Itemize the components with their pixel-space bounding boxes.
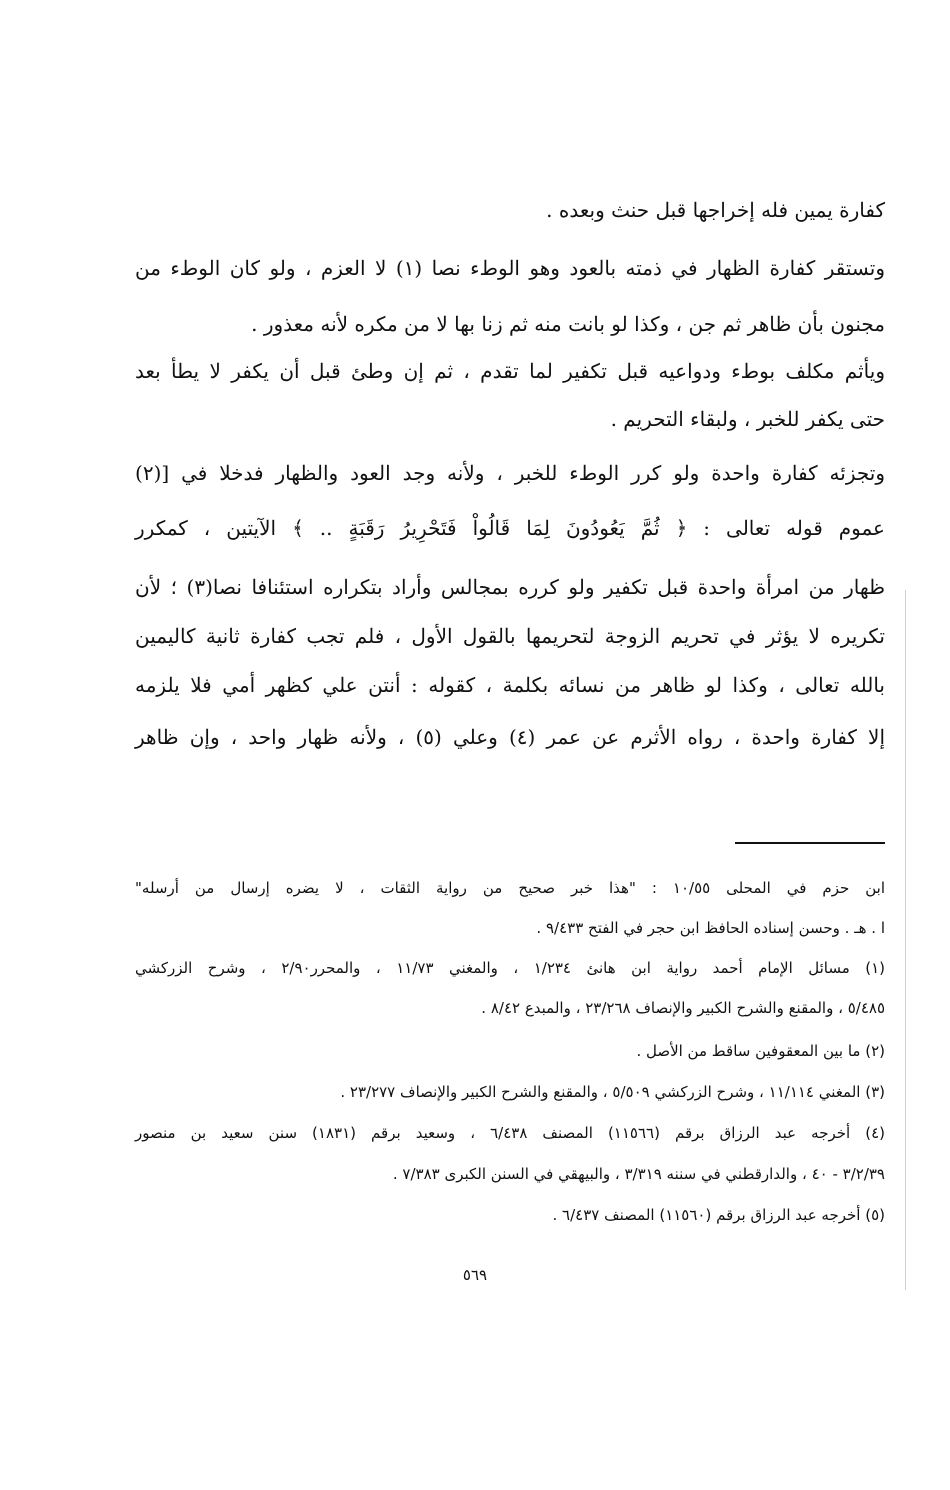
main-text-line-2: وتستقر كفارة الظهار في ذمته بالعود وهو الوطء نصا (١) لا العزم ، ولو كان الوطء من xyxy=(135,256,886,280)
footnote-line-1: ابن حزم في المحلى ١٠/٥٥ : "هذا خبر صحيح من رواية الثقات ، لا يضره إرسال من أرسله" xyxy=(135,879,885,897)
main-text-line-4: ويأثم مكلف بوطء ودواعيه قبل تكفير لما تقدم ، ثم إن وطئ قبل أن يكفر لا يطأ بعد xyxy=(135,359,885,383)
scan-edge-line xyxy=(905,590,906,1290)
footnote-line-7: (٤) أخرجه عبد الرزاق برقم (١١٥٦٦) المصنف ٦/٤٣٨ ، وسعيد برقم (١٨٣١) سنن سعيد بن منصور xyxy=(135,1124,886,1142)
main-text-line-6: وتجزئه كفارة واحدة ولو كرر الوطء للخبر ، ولأنه وجد العود والظهار فدخلا في [(٢) xyxy=(135,461,885,485)
main-text-line-5: حتى يكفر للخبر ، ولبقاء التحريم . xyxy=(610,407,885,431)
main-text-line-7-quran-verse: عموم قوله تعالى : ﴿ ثُمَّ يَعُودُونَ لِمَا قَالُواْ فَتَحْرِيرُ رَقَبَةٍ .. ﴾ الآيتين ، كمكرر xyxy=(135,516,885,540)
footnote-line-8: ٣/٢/٣٩ - ٤٠ ، والدارقطني في سننه ٣/٣١٩ ، والبيهقي في السنن الكبرى ٧/٣٨٣ . xyxy=(392,1165,885,1183)
footnote-separator-rule xyxy=(735,842,885,844)
footnote-line-6: (٣) المغني ١١/١١٤ ، وشرح الزركشي ٥/٥٠٩ ، والمقنع والشرح الكبير والإنصاف ٢٣/٢٧٧ . xyxy=(340,1083,885,1101)
main-text-line-10: بالله تعالى ، وكذا لو ظاهر من نسائه بكلمة ، كقوله : أنتن علي كظهر أمي فلا يلزمه xyxy=(135,673,885,697)
footnote-line-2: ا . هـ . وحسن إسناده الحافظ ابن حجر في الفتح ٩/٤٣٣ . xyxy=(536,919,885,937)
footnote-line-3: (١) مسائل الإمام أحمد رواية ابن هانئ ١/٢٣٤ ، والمغني ١١/٧٣ ، والمحرر٢/٩٠ ، وشرح الزركشي xyxy=(135,959,886,977)
page-number: ٥٦٩ xyxy=(462,1266,488,1284)
footnote-line-9: (٥) أخرجه عبد الرزاق برقم (١١٥٦٠) المصنف ٦/٤٣٧ . xyxy=(552,1206,885,1224)
main-text-line-1: كفارة يمين فله إخراجها قبل حنث وبعده . xyxy=(546,198,885,222)
footnote-line-5: (٢) ما بين المعقوفين ساقط من الأصل . xyxy=(636,1042,885,1060)
main-text-line-11: إلا كفارة واحدة ، رواه الأثرم عن عمر (٤) وعلي (٥) ، ولأنه ظهار واحد ، وإن ظاهر xyxy=(135,725,886,749)
footnote-line-4: ٥/٤٨٥ ، والمقنع والشرح الكبير والإنصاف ٢٣/٢٦٨ ، والمبدع ٨/٤٢ . xyxy=(481,999,885,1017)
main-text-line-3: مجنون بأن ظاهر ثم جن ، وكذا لو بانت منه ثم زنا بها لا من مكره لأنه معذور . xyxy=(251,312,885,336)
main-text-line-9: تكريره لا يؤثر في تحريم الزوجة لتحريمها بالقول الأول ، فلم تجب كفارة ثانية كاليمين xyxy=(135,624,885,648)
main-text-line-8: ظهار من امرأة واحدة قبل تكفير ولو كرره بمجالس وأراد بتكراره استئنافا نصا(٣) ؛ لأن xyxy=(135,575,886,599)
